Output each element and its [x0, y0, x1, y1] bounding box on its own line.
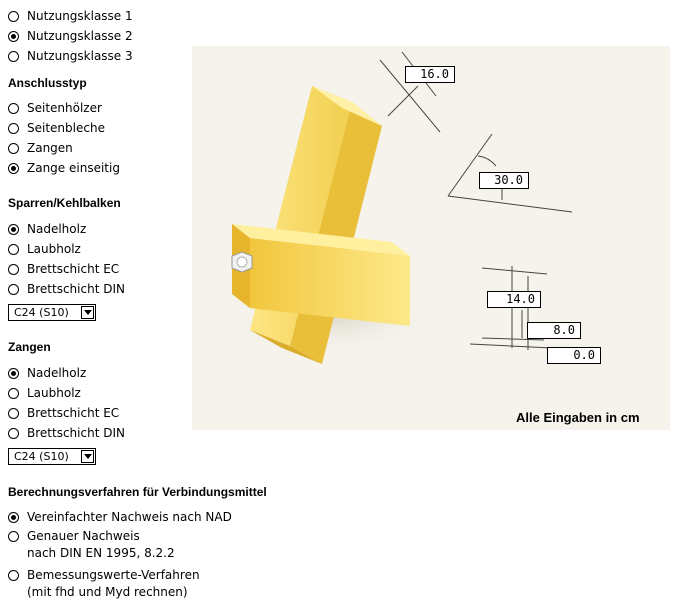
radio-button-selected[interactable]	[8, 368, 19, 379]
sparren-nadelholz-option[interactable]	[8, 221, 86, 237]
select-value: C24 (S10)	[14, 306, 69, 319]
zangen-heading: Zangen	[8, 340, 51, 354]
anschluss-zangen-option[interactable]	[8, 140, 73, 156]
radio-button[interactable]	[8, 408, 19, 419]
dropdown-arrow-icon[interactable]	[81, 306, 94, 319]
anschluss-zange-einseitig-option[interactable]	[8, 160, 120, 176]
connection-diagram	[192, 46, 670, 430]
option-label: Genauer Nachweis	[27, 529, 140, 543]
option-label: Nadelholz	[27, 222, 87, 236]
option-label: Seitenhölzer	[27, 101, 102, 115]
zangen-brettschicht-din-option[interactable]	[8, 425, 125, 441]
option-sublabel: (mit fhd und Myd rechnen)	[27, 585, 188, 599]
anschluss-seitenhoelzer-option[interactable]	[8, 100, 102, 116]
option-label: Brettschicht EC	[27, 262, 120, 276]
dimension-b-field[interactable]: 8.0	[527, 322, 581, 339]
radio-button[interactable]	[8, 11, 19, 22]
option-label: Nadelholz	[27, 366, 87, 380]
nutzungsklasse-1-option[interactable]	[8, 8, 133, 24]
radio-button[interactable]	[8, 388, 19, 399]
radio-button[interactable]	[8, 123, 19, 134]
radio-button[interactable]	[8, 143, 19, 154]
option-label: Brettschicht EC	[27, 406, 120, 420]
radio-button-selected[interactable]	[8, 224, 19, 235]
option-label: Laubholz	[27, 242, 81, 256]
radio-button-selected[interactable]	[8, 163, 19, 174]
anschlusstyp-heading: Anschlusstyp	[8, 76, 87, 90]
radio-button[interactable]	[8, 284, 19, 295]
radio-button-selected[interactable]	[8, 31, 19, 42]
nutzungsklasse-3-option[interactable]	[8, 48, 133, 64]
option-label: Zangen	[27, 141, 73, 155]
radio-button[interactable]	[8, 244, 19, 255]
option-label: Brettschicht DIN	[27, 426, 125, 440]
option-label: Vereinfachter Nachweis nach NAD	[27, 510, 232, 524]
connection-illustration	[192, 46, 670, 430]
option-sublabel: nach DIN EN 1995, 8.2.2	[27, 546, 175, 560]
option-label: Brettschicht DIN	[27, 282, 125, 296]
option-label: Zange einseitig	[27, 161, 120, 175]
option-label: Nutzungsklasse 2	[27, 29, 133, 43]
sparren-festigkeitsklasse-select[interactable]	[8, 304, 96, 321]
radio-button[interactable]	[8, 103, 19, 114]
sparren-brettschicht-ec-option[interactable]	[8, 261, 119, 277]
option-label: Laubholz	[27, 386, 81, 400]
dropdown-arrow-icon[interactable]	[81, 450, 94, 463]
dimension-top-field[interactable]: 16.0	[405, 66, 455, 83]
option-label: Nutzungsklasse 1	[27, 9, 133, 23]
nutzungsklasse-2-option[interactable]	[8, 28, 133, 44]
bolt-icon	[232, 252, 252, 272]
dimension-c-field[interactable]: 0.0	[547, 347, 601, 364]
zangen-laubholz-option[interactable]	[8, 385, 81, 401]
dimension-angle-field[interactable]: 30.0	[479, 172, 529, 189]
verfahren-bemessungswerte-option[interactable]	[8, 567, 200, 583]
radio-button[interactable]	[8, 531, 19, 542]
verfahren-genauer-option[interactable]	[8, 528, 140, 544]
units-note: Alle Eingaben in cm	[516, 410, 640, 425]
zangen-nadelholz-option[interactable]	[8, 365, 86, 381]
select-value: C24 (S10)	[14, 450, 69, 463]
zangen-brettschicht-ec-option[interactable]	[8, 405, 119, 421]
sparren-laubholz-option[interactable]	[8, 241, 81, 257]
sparren-brettschicht-din-option[interactable]	[8, 281, 125, 297]
anschluss-seitenbleche-option[interactable]	[8, 120, 105, 136]
sparren-heading: Sparren/Kehlbalken	[8, 196, 121, 210]
radio-button[interactable]	[8, 428, 19, 439]
radio-button[interactable]	[8, 570, 19, 581]
option-label: Bemessungswerte-Verfahren	[27, 568, 200, 582]
option-label: Seitenbleche	[27, 121, 105, 135]
radio-button[interactable]	[8, 51, 19, 62]
zangen-festigkeitsklasse-select[interactable]	[8, 448, 96, 465]
option-label: Nutzungsklasse 3	[27, 49, 133, 63]
verfahren-vereinfacht-option[interactable]	[8, 509, 232, 525]
verfahren-heading: Berechnungsverfahren für Verbindungsmittel	[8, 485, 267, 499]
dimension-a-field[interactable]: 14.0	[487, 291, 541, 308]
radio-button[interactable]	[8, 264, 19, 275]
radio-button-selected[interactable]	[8, 512, 19, 523]
